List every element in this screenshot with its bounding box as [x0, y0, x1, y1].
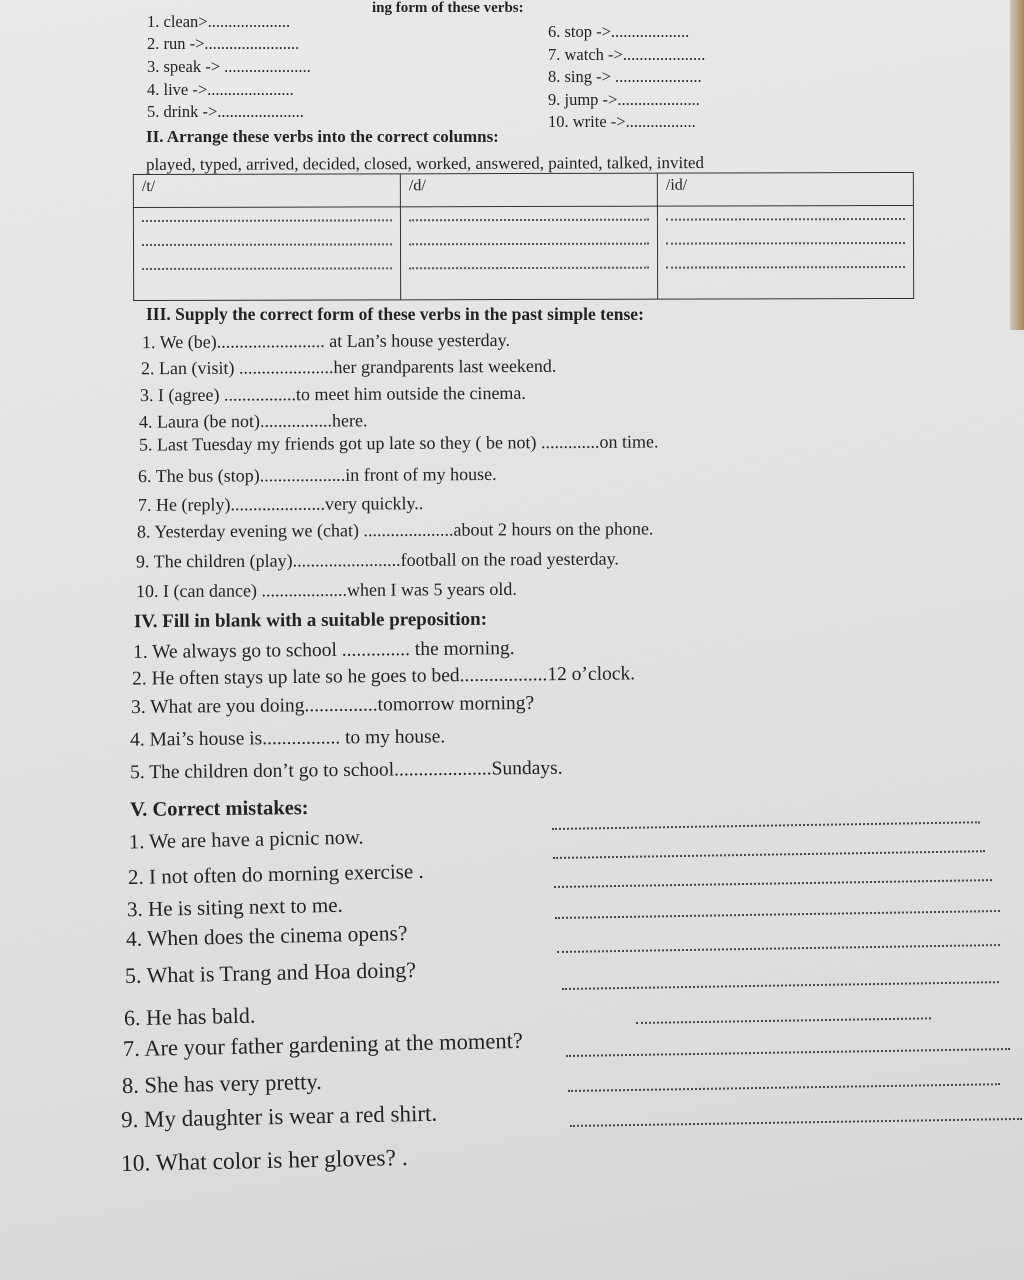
mistake-item: 1. We are have a picnic now. [128, 826, 364, 854]
mistake-item: 6. He has bald. [123, 1002, 256, 1031]
correction-answer-line[interactable] [555, 910, 1000, 919]
ing-item: 8. sing -> ..................... [548, 67, 702, 86]
correction-answer-line[interactable] [570, 1118, 1022, 1127]
mistake-item: 10. What color is her gloves? . [120, 1145, 408, 1177]
ing-item: 7. watch ->.................... [548, 45, 706, 64]
past-tense-item: 4. Laura (be not)................here. [138, 410, 368, 432]
mistake-item: 7. Are your father gardening at the moment? [122, 1027, 524, 1062]
correction-answer-line[interactable] [566, 1048, 1010, 1057]
ing-item: 5. drink ->..................... [147, 102, 304, 121]
section4-heading: IV. Fill in blank with a suitable preposition: [133, 608, 488, 633]
ing-item: 6. stop ->................... [548, 22, 690, 41]
sound-columns-table [133, 172, 914, 301]
ing-item: 9. jump ->.................... [548, 90, 700, 109]
preposition-item: 2. He often stays up late so he goes to bed..................12 o’clock. [131, 663, 636, 690]
past-tense-item: 2. Lan (visit) .....................her grandparents last weekend. [140, 355, 557, 379]
column-id-answers[interactable] [657, 205, 913, 299]
mistake-item: 2. I not often do morning exercise . [127, 858, 424, 890]
mistake-item: 9. My daughter is wear a red shirt. [120, 1100, 438, 1133]
section2-heading: II. Arrange these verbs into the correct columns: [146, 127, 499, 146]
mistake-item: 3. He is siting next to me. [126, 892, 344, 922]
past-tense-item: 8. Yesterday evening we (chat) ....................about 2 hours on the phone. [136, 518, 654, 542]
mistake-item: 5. What is Trang and Hoa doing? [124, 956, 417, 989]
section1-heading: ing form of these verbs: [372, 0, 524, 16]
verb-list: played, typed, arrived, decided, closed, worked, answered, painted, talked, invited [145, 153, 705, 174]
past-tense-item: 7. He (reply).....................very quickly.. [137, 493, 424, 515]
correction-answer-line[interactable] [554, 879, 992, 888]
ing-item: 4. live ->..................... [147, 80, 294, 99]
preposition-item: 4. Mai’s house is................ to my house. [129, 726, 446, 751]
desk-edge [1010, 0, 1024, 330]
past-tense-item: 9. The children (play)........................football on the road yesterday. [135, 548, 619, 572]
past-tense-item: 5. Last Tuesday my friends got up late so they ( be not) .............on time. [138, 431, 659, 455]
column-d-header: /d/ [400, 173, 657, 207]
ing-item: 10. write ->................. [548, 112, 696, 131]
preposition-item: 5. The children don’t go to school....................Sundays. [129, 757, 563, 784]
mistake-item: 8. She has very pretty. [121, 1068, 322, 1099]
preposition-item: 1. We always go to school .............. the morning. [132, 638, 515, 663]
column-d-answers[interactable] [400, 206, 657, 300]
preposition-item: 3. What are you doing...............tomorrow morning? [130, 692, 535, 719]
correction-answer-line[interactable] [553, 850, 985, 859]
correction-answer-line[interactable] [568, 1083, 1000, 1092]
correction-answer-line[interactable] [562, 981, 999, 990]
ing-item: 3. speak -> ..................... [147, 57, 311, 76]
ing-item: 2. run ->....................... [147, 34, 300, 53]
section5-heading: V. Correct mistakes: [129, 797, 309, 821]
correction-answer-line[interactable] [636, 1017, 931, 1024]
past-tense-item: 3. I (agree) ................to meet him outside the cinema. [139, 382, 526, 406]
past-tense-item: 6. The bus (stop)...................in front of my house. [137, 463, 497, 487]
section3-heading: III. Supply the correct form of these verbs in the past simple tense: [146, 304, 644, 324]
column-t-answers[interactable] [133, 207, 400, 301]
correction-answer-line[interactable] [557, 944, 1000, 953]
column-t-header: /t/ [133, 174, 400, 208]
past-tense-item: 10. I (can dance) ...................when I was 5 years old. [135, 578, 517, 602]
ing-item: 1. clean>.................... [147, 12, 291, 31]
column-id-header: /id/ [657, 172, 913, 206]
past-tense-item: 1. We (be)........................ at Lan’s house yesterday. [141, 329, 511, 353]
correction-answer-line[interactable] [552, 821, 980, 830]
mistake-item: 4. When does the cinema opens? [125, 921, 408, 951]
